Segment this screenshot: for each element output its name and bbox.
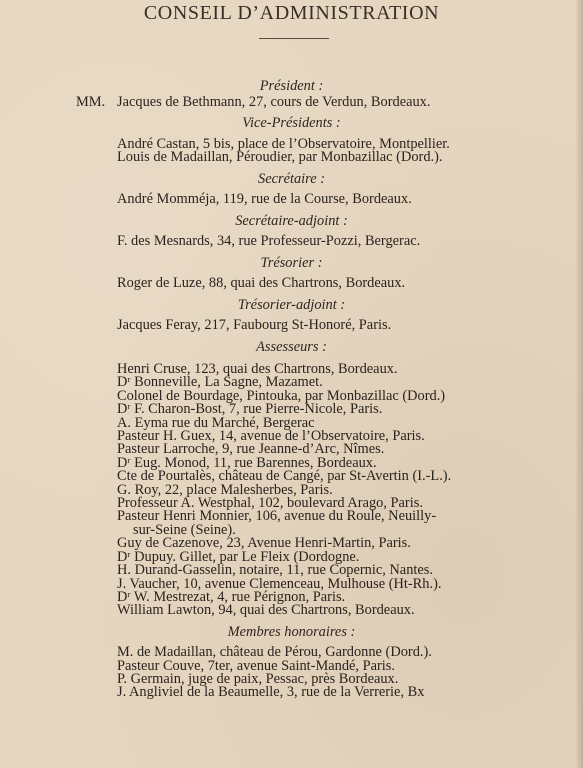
heading-assistant-secretary: Secrétaire-adjoint : xyxy=(235,212,348,229)
heading-secretary: Secrétaire : xyxy=(258,170,325,187)
heading-assessors: Assesseurs : xyxy=(256,338,327,355)
list-item: H. Durand-Gasselin, notaire, 11, rue Copernic, Nantes. xyxy=(117,562,433,579)
list-item: Dʳ Eug. Monod, 11, rue Barennes, Bordeaux. xyxy=(117,454,377,471)
list-item: André Castan, 5 bis, place de l’Observatoire, Montpellier. xyxy=(117,135,450,152)
page-title: CONSEIL D’ADMINISTRATION xyxy=(143,2,440,24)
list-item: Cte de Pourtalès, château de Cangé, par St-Avertin (I.-L.). xyxy=(117,468,452,485)
list-item: Roger de Luze, 88, quai des Chartrons, Bordeaux. xyxy=(117,275,406,291)
list-item-continuation: sur-Seine (Seine). xyxy=(133,521,236,538)
heading-assistant-treasurer: Trésorier-adjoint : xyxy=(237,296,346,313)
list-item: Professeur A. Westphal, 102, boulevard Arago, Paris. xyxy=(117,495,423,512)
heading-vice-presidents: Vice-Présidents : xyxy=(242,115,341,131)
list-item: Pasteur Larroche, 9, rue Jeanne-d’Arc, Nîmes. xyxy=(117,441,385,458)
list-item: F. des Mesnards, 34, rue Professeur-Pozzi, Bergerac. xyxy=(117,233,421,249)
list-item: G. Roy, 22, place Malesherbes, Paris. xyxy=(117,481,333,498)
council-list xyxy=(0,77,583,700)
title-rule xyxy=(259,38,329,39)
list-item: A. Eyma rue du Marché, Bergerac xyxy=(117,414,315,431)
list-item: J. Vaucher, 10, avenue Clemenceau, Mulhouse (Ht-Rh.). xyxy=(117,575,442,592)
list-item: Louis de Madaillan, Péroudier, par Monbazillac (Dord.). xyxy=(117,149,443,165)
list-item: Pasteur H. Guex, 14, avenue de l’Observatoire, Paris. xyxy=(117,428,425,445)
list-item: Dʳ W. Mestrezat, 4, rue Pérignon, Paris. xyxy=(117,588,346,605)
list-item: Colonel de Bourdage, Pintouka, par Monbazillac (Dord.) xyxy=(117,387,446,404)
list-item: Dʳ Dupuy. Gillet, par Le Fleix (Dordogne. xyxy=(117,548,360,565)
list-item: Pasteur Henri Monnier, 106, avenue du Roule, Neuilly- xyxy=(117,508,437,525)
list-item: André Momméja, 119, rue de la Course, Bordeaux. xyxy=(117,191,412,207)
list-item: Henri Cruse, 123, quai des Chartrons, Bordeaux. xyxy=(117,361,398,377)
list-item: William Lawton, 94, quai des Chartrons, Bordeaux. xyxy=(117,602,415,619)
member-text: Jacques de Bethmann, 27, cours de Verdun, Bordeaux. xyxy=(117,93,431,110)
list-item: Pasteur Couve, 7ter, avenue Saint-Mandé, Paris. xyxy=(117,657,395,674)
heading-president: Président : xyxy=(259,78,324,94)
mm-prefix: MM. xyxy=(76,93,106,110)
list-item: J. Angliviel de la Beaumelle, 3, rue de la Verrerie, Bx xyxy=(117,684,425,701)
heading-treasurer: Trésorier : xyxy=(260,254,323,271)
page-edge-shadow xyxy=(575,0,583,768)
list-item: Jacques Feray, 217, Faubourg St-Honoré, Paris. xyxy=(117,317,392,333)
list-item: Dʳ Bonneville, La Sagne, Mazamet. xyxy=(117,374,323,391)
list-item: Guy de Cazenove, 23, Avenue Henri-Martin, Paris. xyxy=(117,535,411,552)
list-item: P. Germain, juge de paix, Pessac, près Bordeaux. xyxy=(117,671,399,688)
list-item xyxy=(0,93,583,110)
list-item: M. de Madaillan, château de Pérou, Gardonne (Dord.). xyxy=(117,644,432,661)
heading-honorary-members: Membres honoraires : xyxy=(227,623,356,640)
list-item: Dʳ F. Charon-Bost, 7, rue Pierre-Nicole, Paris. xyxy=(117,401,383,418)
